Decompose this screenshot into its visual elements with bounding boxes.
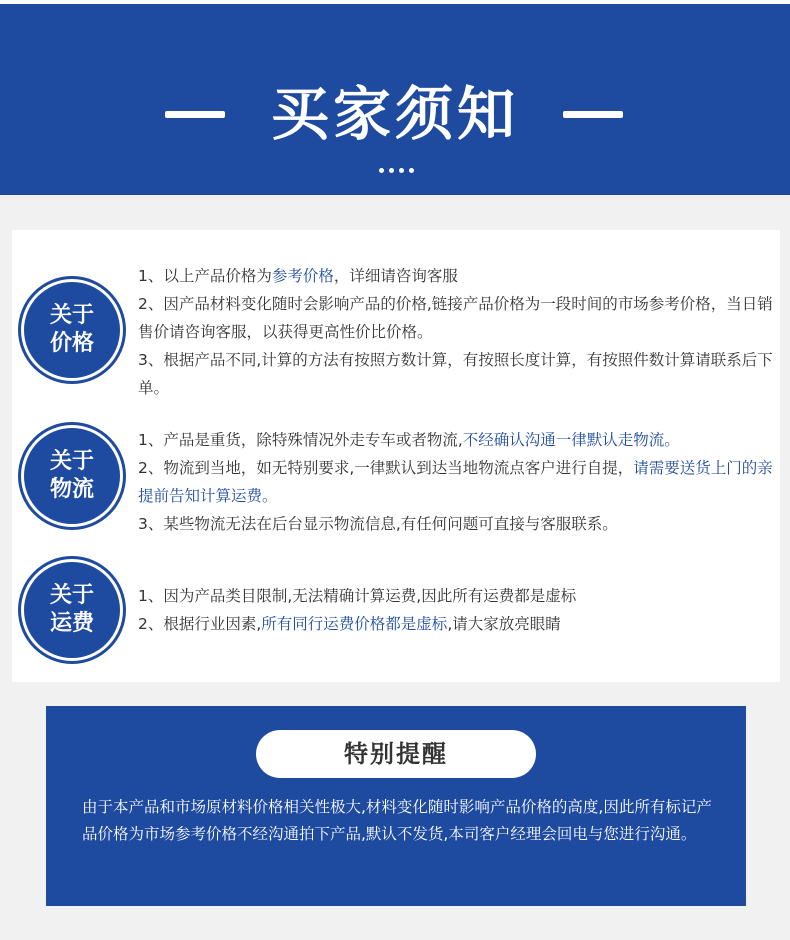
page-title: 买家须知	[270, 80, 519, 148]
header-dash-right	[563, 111, 623, 118]
section-item	[138, 426, 778, 454]
item-text: 1、因为产品类目限制,无法精确计算运费,因此所有运费都是虚标	[138, 587, 577, 605]
item-text: 1、以上产品价格为	[138, 267, 272, 285]
section-badge-shipping-fee	[24, 562, 120, 658]
badge-line-1: 关于	[49, 449, 94, 474]
section-item	[138, 262, 778, 290]
special-reminder-panel	[46, 706, 746, 906]
reminder-text: 由于本产品和市场原材料价格相关性极大,材料变化随时影响产品价格的高度,因此所有标记产品价格为市场参考价格不经沟通拍下产品,默认不发货,本司客户经理会回电与您进行沟通。	[82, 798, 712, 843]
section-item	[138, 290, 778, 346]
highlight-text: 请需要送货上门的亲提前告知计算运费。	[138, 459, 773, 505]
section-item	[138, 346, 778, 402]
badge-line-2: 运费	[49, 611, 94, 636]
section-item	[138, 582, 778, 610]
item-text: 2、因产品材料变化随时会影响产品的价格,链接产品价格为一段时间的市场参考价格，当日销售价请咨询客服，以获得更高性价比价格。	[138, 295, 773, 341]
info-card	[12, 230, 780, 682]
highlight-text: 参考价格	[271, 267, 334, 285]
section-badge-logistics	[24, 428, 120, 524]
section-items	[138, 582, 778, 638]
section-items	[138, 262, 778, 402]
section-item	[138, 454, 778, 510]
item-text: 2、物流到当地，如无特别要求,一律默认到达当地物流点客户进行自提，	[138, 459, 634, 477]
badge-line-2: 价格	[49, 331, 94, 356]
highlight-text: 不经确认沟通一律默认走物流。	[462, 431, 680, 449]
section-badge-price	[24, 282, 120, 378]
item-text: ,请大家放亮眼睛	[447, 615, 561, 633]
header-dash-left	[165, 111, 225, 118]
item-text: 3、某些物流无法在后台显示物流信息,有任何问题可直接与客服联系。	[138, 515, 618, 533]
item-text: 3、根据产品不同,计算的方法有按照方数计算，有按照长度计算，有按照件数计算请联系后下单。	[138, 351, 773, 397]
badge-line-2: 物流	[49, 477, 94, 502]
badge-line-1: 关于	[49, 583, 94, 608]
badge-line-1: 关于	[49, 303, 94, 328]
section-item	[138, 610, 778, 638]
header-dots-icon	[376, 168, 416, 174]
item-text: 2、根据行业因素,	[138, 615, 262, 633]
highlight-text: 所有同行运费价格都是虚标	[261, 615, 448, 633]
page-header	[0, 4, 790, 195]
section-items	[138, 426, 778, 538]
item-text: 1、产品是重货，除特殊情况外走专车或者物流,	[138, 431, 463, 449]
item-text: ，详细请咨询客服	[333, 267, 458, 285]
reminder-title: 特别提醒	[256, 730, 536, 778]
section-item	[138, 510, 778, 538]
